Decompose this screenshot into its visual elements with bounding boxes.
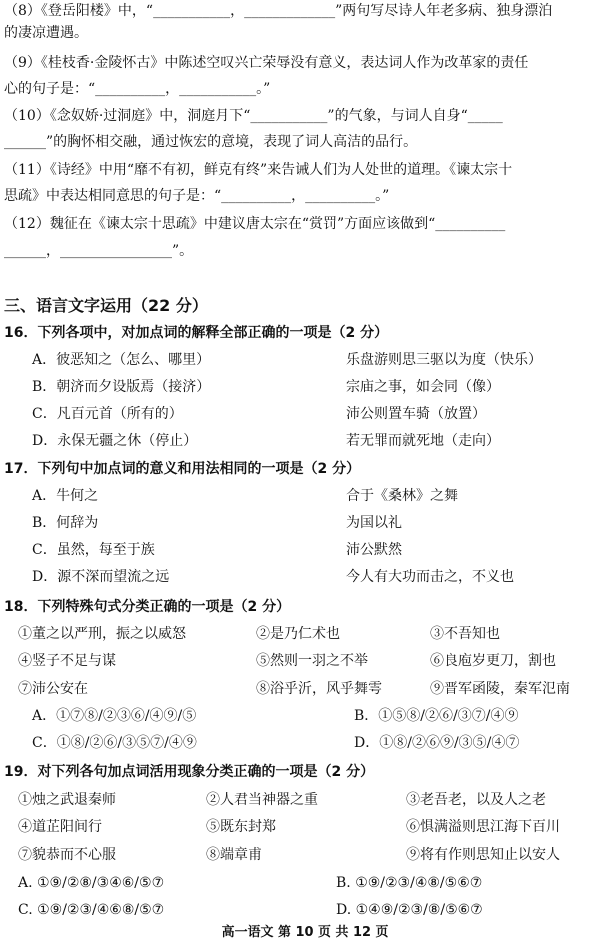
q10-line-2: ______”的胸怀相交融，通过恢宏的意境，表现了词人高洁的品行。 bbox=[4, 134, 418, 150]
q17-option-c-left: C．虽然，每至于族 bbox=[32, 542, 155, 558]
q12-line-1: （12）魏征在《谏太宗十思疏》中建议唐太宗在“赏罚”方面应该做到“__________ bbox=[4, 216, 506, 232]
q19-sentence: ④道芷阳间行 bbox=[18, 819, 102, 835]
q18-sentence: ③不吾知也 bbox=[430, 626, 500, 642]
q19-sentence: ⑧端章甫 bbox=[206, 847, 262, 863]
q18-sentence: ⑤然则一羽之不举 bbox=[256, 653, 368, 669]
q18-sentence: ②是乃仁术也 bbox=[256, 626, 340, 642]
q19-sentence: ⑨将有作则思知止以安人 bbox=[406, 847, 560, 863]
q19-sentence: ⑤既东封郑 bbox=[206, 819, 276, 835]
q10-line-1: （10）《念奴娇·过洞庭》中，洞庭月下“___________”的气象，与词人自身“_____ bbox=[4, 108, 503, 124]
q19-sentence: ①烛之武退秦师 bbox=[18, 792, 116, 808]
q9-line-1: （9）《桂枝香·金陵怀古》中陈述空叹兴亡荣辱没有意义，表达词人作为改革家的责任 bbox=[4, 55, 529, 71]
page-footer: 高一语文 第 10 页 共 12 页 bbox=[221, 925, 389, 940]
q19-answer-b: B. ①⑨/②③/④⑧/⑤⑥⑦ bbox=[336, 875, 483, 891]
section-title: 三、语言文字运用（22 分） bbox=[4, 296, 208, 315]
q12-line-2: ______，________________”。 bbox=[4, 243, 194, 259]
q17-option-c-right: 沛公默然 bbox=[346, 542, 402, 558]
q19-answer-c: C. ①⑨/②③/④⑥⑧/⑤⑦ bbox=[18, 902, 165, 918]
q16-option-a-right: 乐盘游则思三驱以为度（快乐） bbox=[346, 352, 542, 368]
q16-option-c-left: C．凡百元首（所有的） bbox=[32, 406, 183, 422]
q16-stem: 16．下列各项中，对加点词的解释全部正确的一项是（2 分） bbox=[4, 325, 389, 341]
q11-line-1: （11）《诗经》中用“靡不有初，鲜克有终”来告诫人们为人处世的道理。《谏太宗十 bbox=[4, 162, 513, 178]
q19-stem: 19．对下列各句加点词活用现象分类正确的一项是（2 分） bbox=[4, 764, 375, 780]
q18-sentence: ⑥良庖岁更刀，割也 bbox=[430, 653, 556, 669]
q16-option-b-right: 宗庙之事，如会同（像） bbox=[346, 379, 500, 395]
q16-option-a-left: A．彼恶知之（怎么、哪里） bbox=[32, 352, 211, 368]
q18-sentence: ④竖子不足与谋 bbox=[18, 653, 116, 669]
q19-sentence: ⑥惧满溢则思江海下百川 bbox=[406, 819, 560, 835]
q19-sentence: ②人君当神器之重 bbox=[206, 792, 318, 808]
q18-answer-b: B．①⑤⑧/②⑥/③⑦/④⑨ bbox=[354, 708, 519, 724]
q18-answer-c: C．①⑧/②⑥/③⑤⑦/④⑨ bbox=[32, 735, 197, 751]
q11-line-2: 思疏》中表达相同意思的句子是：“__________，__________。” bbox=[4, 188, 390, 204]
q16-option-d-left: D．永保无疆之休（停止） bbox=[32, 433, 198, 449]
q17-option-b-left: B．何辞为 bbox=[32, 515, 99, 531]
q17-option-b-right: 为国以礼 bbox=[346, 515, 402, 531]
q9-line-2: 心的句子是：“__________，___________。” bbox=[4, 81, 271, 97]
q18-answer-d: D．①⑧/②⑥⑨/③⑤/④⑦ bbox=[354, 735, 520, 751]
q18-answer-a: A．①⑦⑧/②③⑥/④⑨/⑤ bbox=[32, 708, 197, 724]
q18-sentence: ⑧浴乎沂，风乎舞雩 bbox=[256, 681, 382, 697]
q18-stem: 18．下列特殊句式分类正确的一项是（2 分） bbox=[4, 599, 291, 615]
q19-answer-a: A. ①⑨/②⑧/③④⑥/⑤⑦ bbox=[18, 875, 165, 891]
q19-answer-d: D. ①④⑨/②③/⑧/⑤⑥⑦ bbox=[336, 902, 483, 918]
q19-sentence: ⑦貌恭而不心服 bbox=[18, 847, 116, 863]
q17-option-d-left: D．源不深而望流之远 bbox=[32, 569, 170, 585]
q8-line-1: （8）《登岳阳楼》中，“___________，_____________”两句写尽诗人年老多病、独身漂泊 bbox=[4, 3, 553, 19]
q17-option-a-left: A．牛何之 bbox=[32, 488, 99, 504]
q16-option-c-right: 沛公则置车骑（放置） bbox=[346, 406, 486, 422]
q18-sentence: ⑨晋军函陵，秦军氾南 bbox=[430, 681, 570, 697]
q19-sentence: ③老吾老，以及人之老 bbox=[406, 792, 546, 808]
q18-sentence: ①董之以严刑，振之以威怒 bbox=[18, 626, 186, 642]
q16-option-d-right: 若无罪而就死地（走向） bbox=[346, 433, 500, 449]
q17-option-d-right: 今人有大功而击之，不义也 bbox=[346, 569, 514, 585]
q16-option-b-left: B．朝济而夕设版焉（接济） bbox=[32, 379, 211, 395]
q18-sentence: ⑦沛公安在 bbox=[18, 681, 88, 697]
q17-option-a-right: 合于《桑林》之舞 bbox=[346, 488, 458, 504]
q8-line-2: 的凄凉遭遇。 bbox=[4, 25, 88, 41]
q17-stem: 17．下列句中加点词的意义和用法相同的一项是（2 分） bbox=[4, 461, 361, 477]
